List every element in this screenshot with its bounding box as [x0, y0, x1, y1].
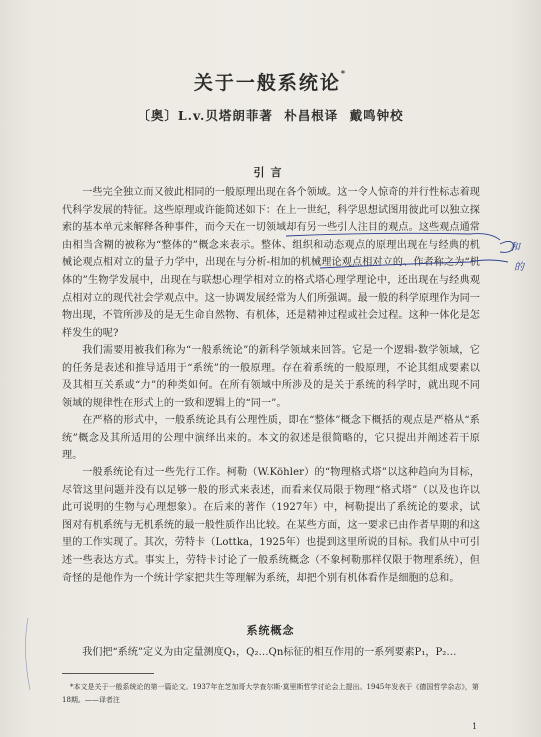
page-number: 1: [472, 722, 478, 731]
author-translator-line: 〔奥〕L.v.贝塔朗菲著 朴昌根译 戴鸣钟校: [137, 108, 404, 123]
paragraph-4: 一般系统论有过一些先行工作。柯勒（W.Köhler）的“物理格式塔”以这种趋向为目标，尽管这里问题并没有以足够一般的形式来表述，而看来仅局限于物理“格式塔”（以及也许以此可说明的生物与心理想象）。在后来的著作（1927年）中，柯勒提出了系统论的要求，试图对有机系统与无机系统的最一般性质作出比较。在某些方面，这一要求已由作者早期的和这里的工作实现了。其次，劳特卡（Lottka，1925年）也提到这里所说的目标。我们从中可引述一些表达方式。事实上，劳特卡讨论了一般系统概念（不象柯勒那样仅限于物理系统），但奇怪的是他作为一个统计学家把共生等理解为系统，却把个别有机体看作是细胞的总和。: [62, 467, 480, 584]
paragraph-3: 在严格的形式中，一般系统论具有公理性质，即在“整体”概念下概括的观点是严格从“系统”概念及其所适用的公理中演绎出来的。本文的叙述是很简略的，它只提出并阐述若干原理。: [62, 415, 480, 462]
section-heading-system-concept: 系统概念: [246, 624, 295, 637]
footnote: *本文是关于一般系统论的第一篇论文。1937年在芝加哥大学查尔斯·莫里斯哲学讨论会上提出。1945年发表于《德国哲学杂志》，第18期。——译者注: [62, 683, 479, 704]
title-text: 关于一般系统论: [193, 72, 341, 94]
paragraph-5: 我们把“系统”定义为由定量测度Q₁，Q₂…Qn标征的相互作用的一系列要素P₁，P₂…: [82, 647, 457, 658]
paragraph-2: 我们需要用被我们称为“一般系统论”的新科学领域来回答。它是一个逻辑-数学领域，它的任务是表述和推导适用于“系统”的一般原理。存在着系统的一般原理，不论其组成要素以及其相互关系或“力”的种类如何。在所有领域中所涉及的是关于系统的科学时，就出现不同领域的规律性在形式上的一致和逻辑上的“同一”。: [62, 345, 480, 409]
annotation-he: 和: [510, 242, 520, 253]
annotation-de: 的: [514, 262, 524, 273]
paragraph-1: 一些完全独立而又彼此相同的一般原理出现在各个领域。这一令人惊奇的并行性标志着现代科学发展的特征。这些原理或许能简述如下：在上一世纪，科学思想试图用彼此可以独立探索的基本单元来解释各种事件，而今天在一切领域却有另一些引人注目的观点。这些观点通常由相当含糊的被称为“整体的”概念来表示。整体、组织和动态观点的原理出现在与经典的机械论观点相对立的量子力学中，出现在与分析-相加的机械理论观点相对立的、作者称之为“机体的”生物学发展中，出现在与联想心理学相对立的格式塔心理学理论中，还出现在与经典观点相对立的现代社会学观点中。这一协调发展经常为人们所强调。最一般的科学原理作为同一物出现，不管所涉及的是无生命自然物、有机体，还是精神过程或社会过程。这种一体化是怎样发生的呢?: [62, 187, 480, 339]
section-heading-introduction: 引言: [253, 166, 288, 179]
title-footnote-mark: *: [340, 68, 348, 78]
